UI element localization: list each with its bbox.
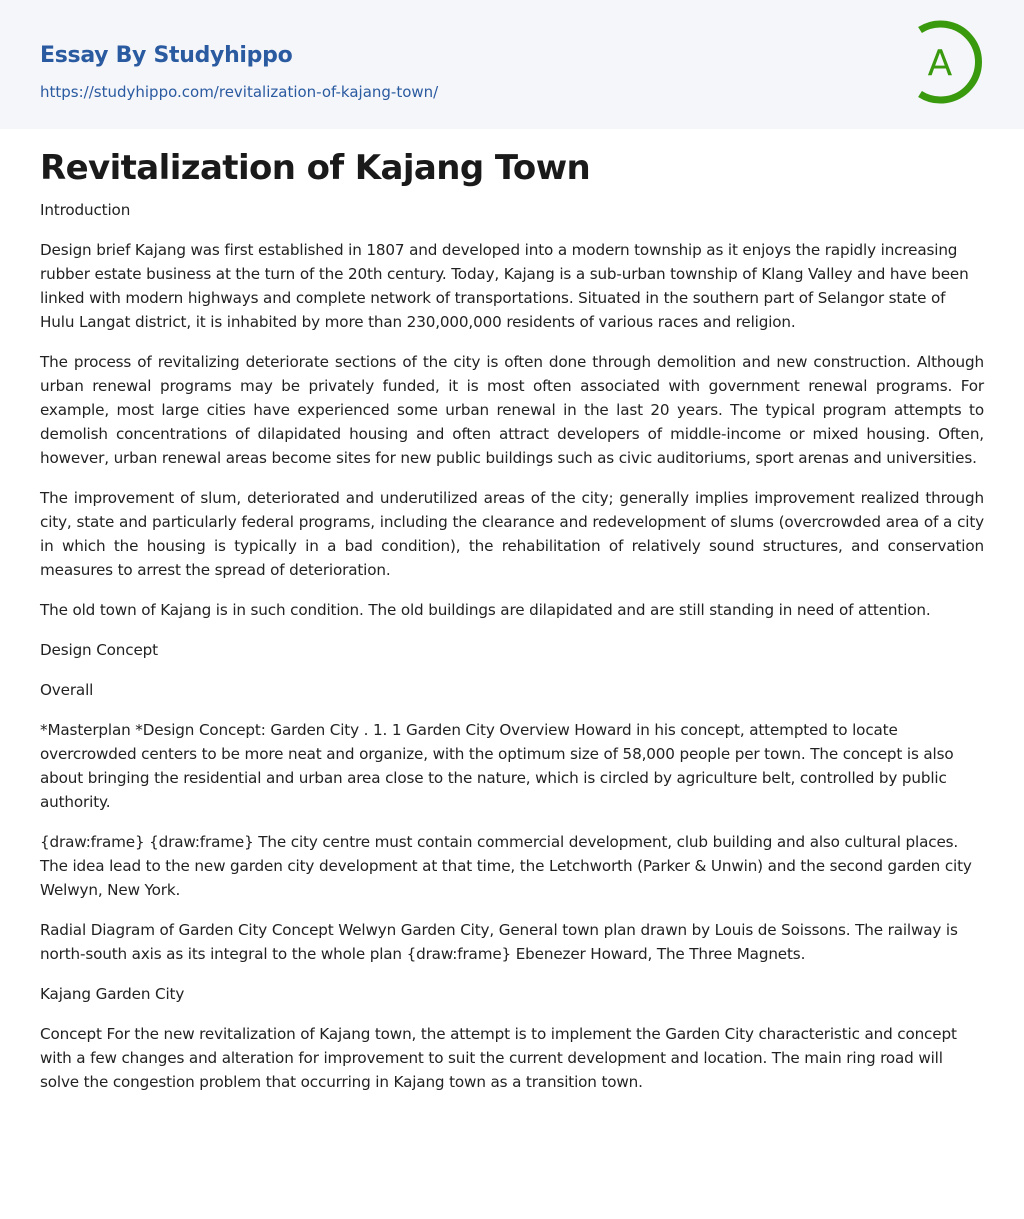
section-heading-introduction: Introduction <box>40 201 131 219</box>
section-heading-design-concept: Design Concept <box>40 641 158 659</box>
paragraph-design-brief: Design brief Kajang was first established in 1807 and developed into a modern township as it enjoys the rapidly increasing rubber estate business at the turn of the 20th century. Today, Kajang is a sub-urban township of Klang Valley and have been linked with modern highways and complete network of transportations. Situated in the southern part of Selangor state of Hulu Langat district, it is inhabited by more than 230,000,000 residents of various races and religion. <box>40 241 969 331</box>
paragraph-city-centre: {draw:frame} {draw:frame} The city centre must contain commercial development, club building and also cultural places. The idea lead to the new garden city development at that time, the Letchworth (Parker & Unwin) and the second garden city Welwyn, New York. <box>40 833 972 899</box>
paragraph-concept: Concept For the new revitalization of Kajang town, the attempt is to implement the Garden City characteristic and concept with a few changes and alteration for improvement to suit the current development and location. The main ring road will solve the congestion problem that occurring in Kajang town as a transition town. <box>40 1025 957 1091</box>
paragraph-old-town: The old town of Kajang is in such condition. The old buildings are dilapidated and are still standing in need of attention. <box>40 601 931 619</box>
article-title: Revitalization of Kajang Town <box>40 148 591 188</box>
paragraph-revitalization-process: The process of revitalizing deteriorate sections of the city is often done through demolition and new construction. Although urban renewal programs may be privately funded, it is most often associated with government renewal programs. For example, most large cities have experienced some urban renewal in the last 20 years. The typical program attempts to demolish concentrations of dilapidated housing and often attract developers of middle-income or mixed housing. Often, however, urban renewal areas become sites for new public buildings such as civic auditoriums, sport arenas and universities. <box>40 353 984 467</box>
section-heading-overall: Overall <box>40 681 94 699</box>
paragraph-radial-diagram: Radial Diagram of Garden City Concept Welwyn Garden City, General town plan drawn by Louis de Soissons. The railway is north-south axis as its integral to the whole plan {draw:frame} Ebenezer Howard, The Three Magnets. <box>40 921 958 963</box>
logo-letter: A <box>927 43 953 84</box>
article-body <box>40 198 984 1110</box>
paragraph-improvement-of-slum: The improvement of slum, deteriorated and underutilized areas of the city; generally implies improvement realized through city, state and particularly federal programs, including the clearance and redevelopment of slums (overcrowded area of a city in which the housing is typically in a bad condition), the rehabilitation of relatively sound structures, and conservation measures to arrest the spread of deterioration. <box>40 489 984 579</box>
logo-graphic <box>906 16 992 108</box>
paragraph-masterplan: *Masterplan *Design Concept: Garden City . 1. 1 Garden City Overview Howard in his concept, attempted to locate overcrowded centers to be more neat and organize, with the optimum size of 58,000 people per town. The concept is also about bringing the residential and urban area close to the nature, which is circled by agriculture belt, controlled by public authority. <box>40 721 954 811</box>
brand-title: Essay By Studyhippo <box>40 43 293 68</box>
section-heading-kajang-garden-city: Kajang Garden City <box>40 985 185 1003</box>
essay-url-link[interactable]: https://studyhippo.com/revitalization-of-kajang-town/ <box>40 83 439 101</box>
studyhippo-a-logo-icon[interactable] <box>906 16 992 108</box>
